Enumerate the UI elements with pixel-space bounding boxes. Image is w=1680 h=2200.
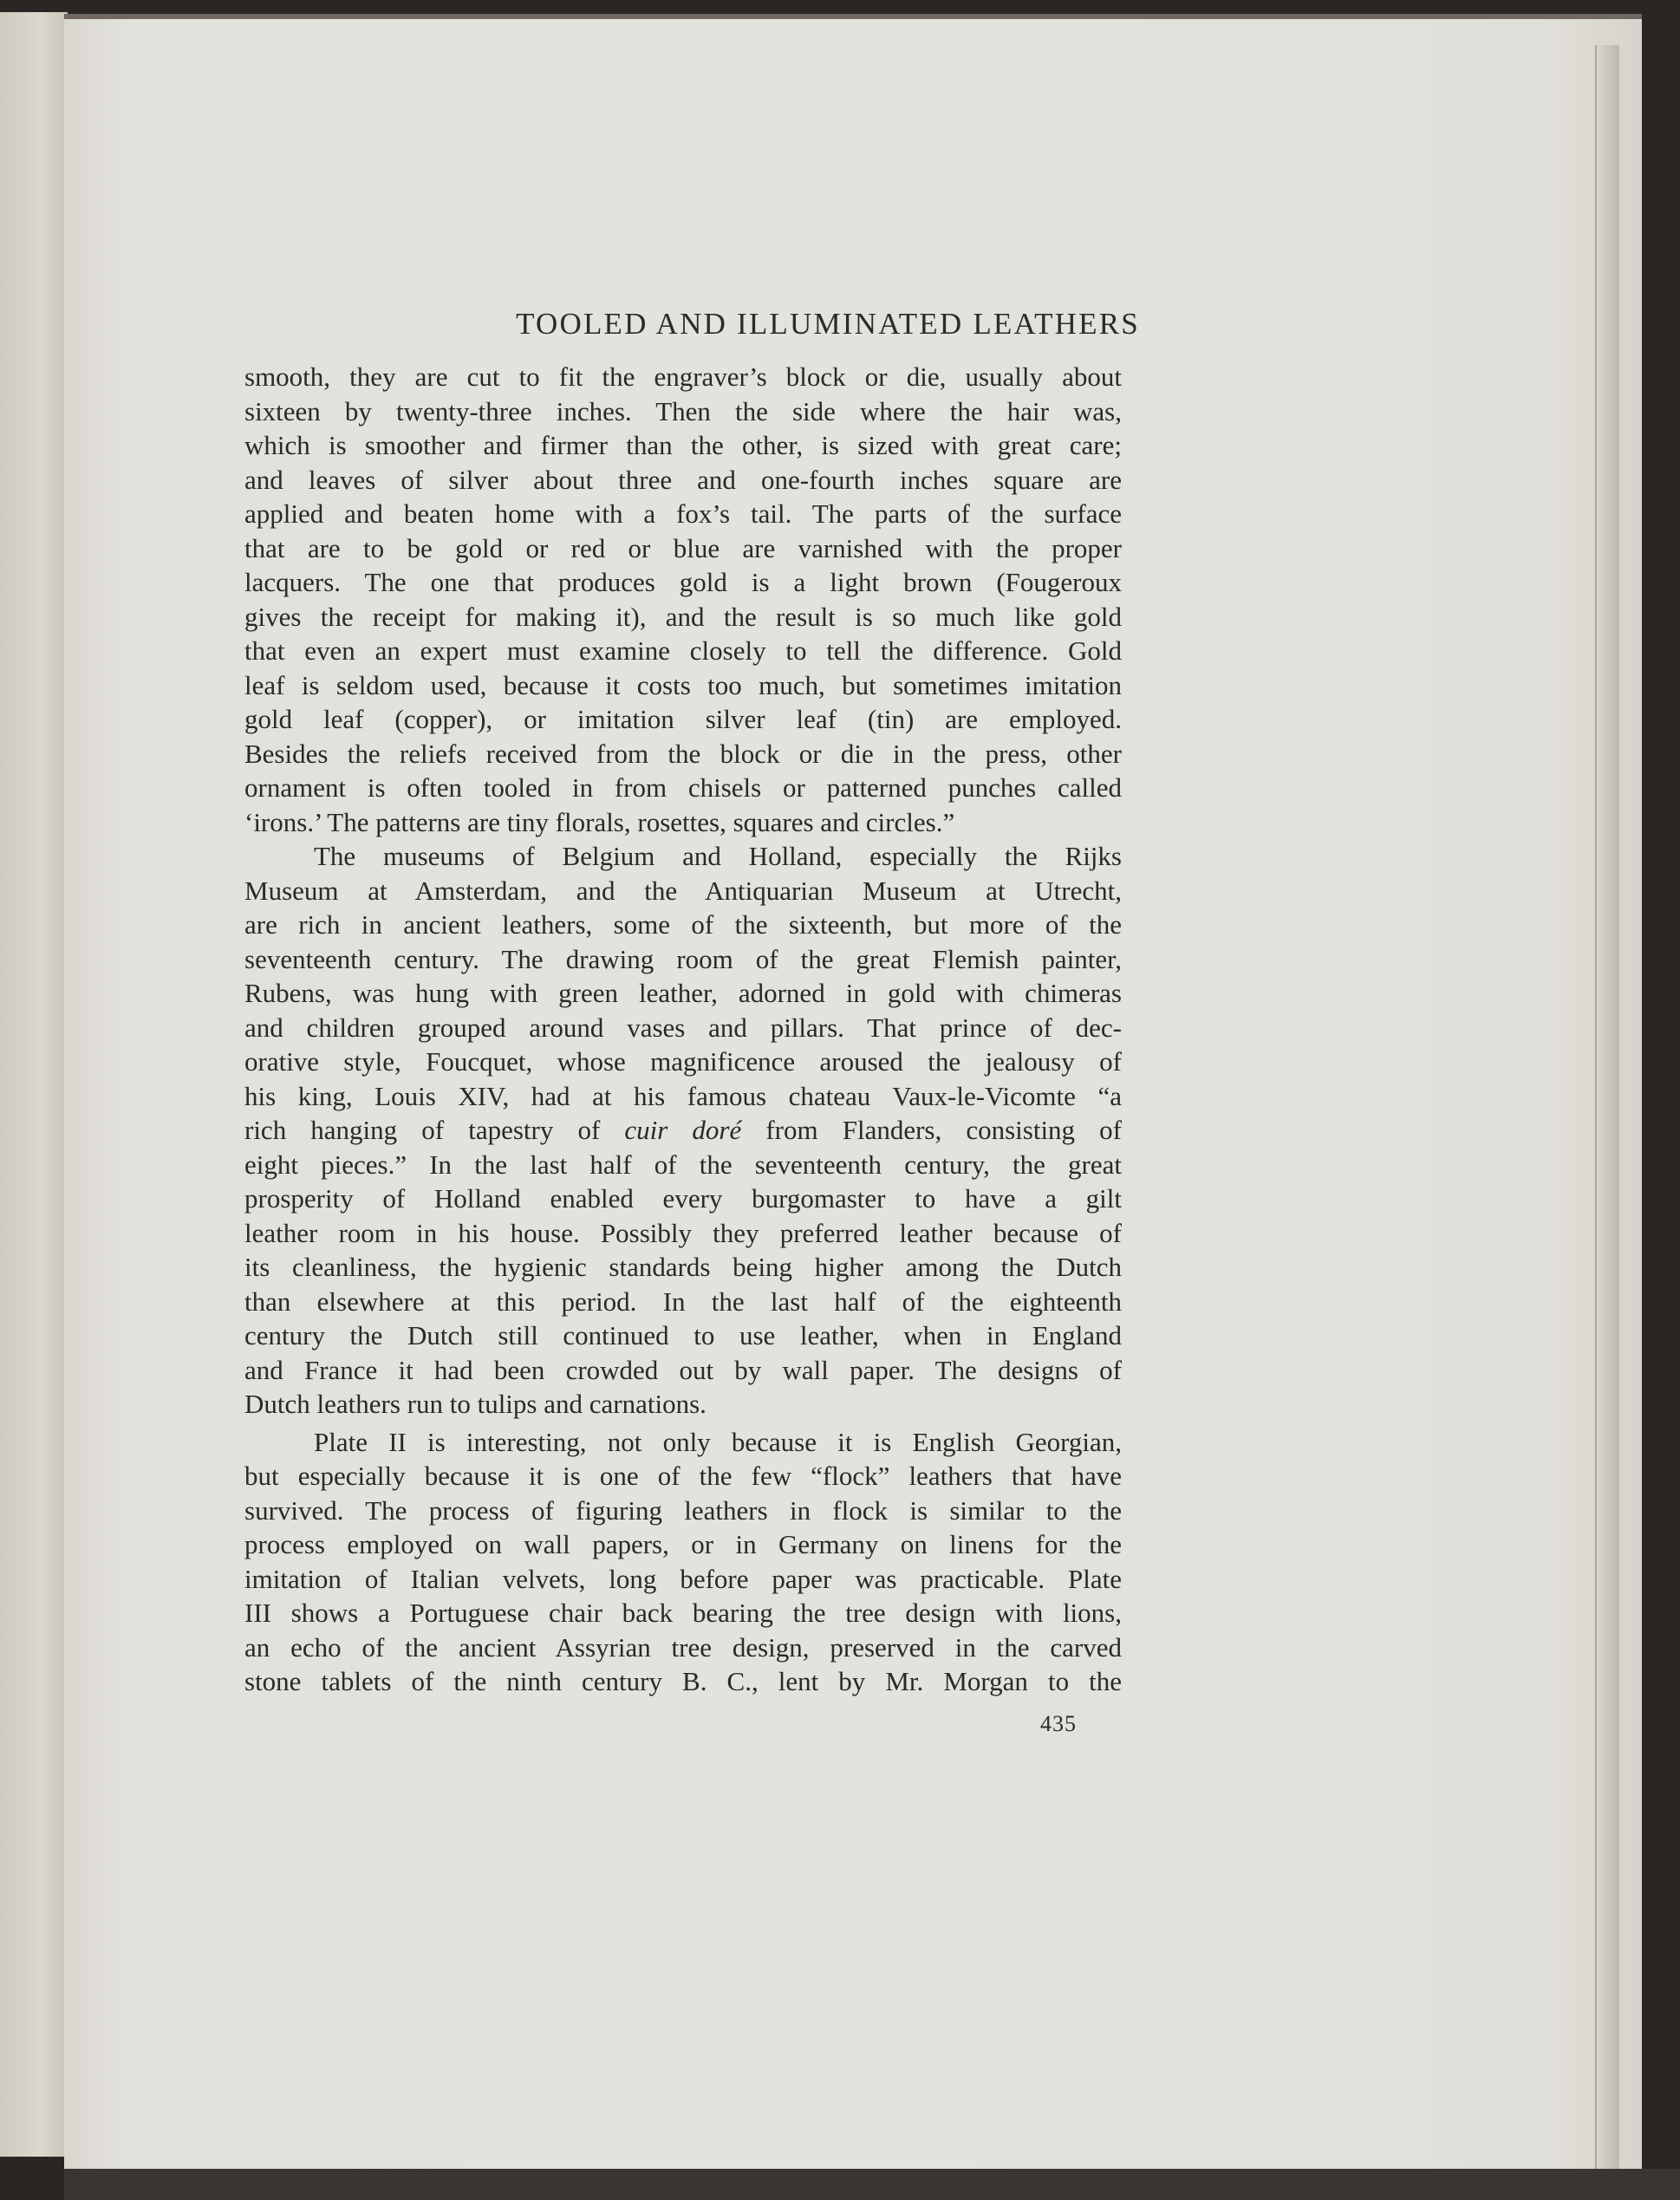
text-line: sixteen by twenty-three inches. Then the side where the hair was, — [244, 395, 1122, 426]
text-line: and leaves of silver about three and one-fourth inches square are — [244, 464, 1122, 495]
text-line: that are to be gold or red or blue are varnished with the proper — [244, 532, 1122, 563]
running-head: TOOLED AND ILLUMINATED LEATHERS — [516, 307, 1140, 341]
facing-page-edge — [0, 12, 68, 2157]
page-number: 435 — [1040, 1711, 1077, 1736]
text-line: The museums of Belgium and Holland, especially the Rijks — [314, 841, 1122, 871]
text-line: stone tablets of the ninth century B. C., lent by Mr. Morgan to the — [244, 1666, 1122, 1696]
text-line: Museum at Amsterdam, and the Antiquarian Museum at Utrecht, — [244, 875, 1122, 906]
text-line: survived. The process of figuring leathers in flock is similar to the — [244, 1494, 1122, 1526]
text-line: century the Dutch still continued to use leather, when in England — [244, 1320, 1122, 1351]
text-line: are rich in ancient leathers, some of the sixteenth, but more of the — [244, 909, 1122, 940]
text-line: process employed on wall papers, or in Germany on linens for the — [244, 1529, 1122, 1559]
text-line: his king, Louis XIV, had at his famous chateau Vaux-le-Vicomte “a — [244, 1080, 1122, 1111]
text-line: and children grouped around vases and pillars. That prince of dec- — [244, 1012, 1122, 1043]
text-line: ‘irons.’ The patterns are tiny florals, rosettes, squares and circles.” — [244, 806, 955, 837]
text-line: applied and beaten home with a fox’s tail. The parts of the surface — [244, 498, 1122, 529]
text-line: ornament is often tooled in from chisels or patterned punches called — [244, 772, 1122, 803]
text-line: gold leaf (copper), or imitation silver leaf (tin) are employed. — [244, 704, 1122, 734]
text-line: seventeenth century. The drawing room of the great Flemish painter, — [244, 943, 1122, 974]
text-line: leather room in his house. Possibly they preferred leather because of — [244, 1217, 1122, 1248]
text-line: its cleanliness, the hygienic standards being higher among the Dutch — [244, 1252, 1122, 1282]
text-line: lacquers. The one that produces gold is a light brown (Fougeroux — [244, 567, 1122, 597]
text-line: and France it had been crowded out by wall paper. The designs of — [244, 1354, 1122, 1385]
text-line: Rubens, was hung with green leather, adorned in gold with chimeras — [244, 978, 1122, 1008]
text-line: Besides the reliefs received from the block or die in the press, other — [244, 738, 1122, 769]
text-line: Plate II is interesting, not only because it is English Georgian, — [314, 1426, 1122, 1457]
scan-background — [64, 2169, 1680, 2200]
text-line: Dutch leathers run to tulips and carnations. — [244, 1389, 707, 1419]
text-line: eight pieces.” In the last half of the seventeenth century, the great — [244, 1149, 1122, 1180]
text-line: gives the receipt for making it), and the result is so much like gold — [244, 601, 1122, 632]
body-text — [244, 360, 1122, 1699]
text-line: but especially because it is one of the few “flock” leathers that have — [244, 1461, 1122, 1491]
text-line: prosperity of Holland enabled every burgomaster to have a gilt — [244, 1183, 1122, 1214]
text-line: leaf is seldom used, because it costs too much, but sometimes imitation — [244, 669, 1122, 700]
page-fore-edge — [1595, 45, 1619, 2186]
text-line: rich hanging of tapestry of cuir doré from Flanders, consisting of — [244, 1115, 1122, 1145]
text-line: smooth, they are cut to fit the engraver’s block or die, usually about — [244, 361, 1122, 392]
text-line: imitation of Italian velvets, long before paper was practicable. Plate — [244, 1563, 1122, 1594]
text-line: III shows a Portuguese chair back bearing the tree design with lions, — [244, 1598, 1122, 1628]
text-line: orative style, Foucquet, whose magnificence aroused the jealousy of — [244, 1046, 1122, 1077]
text-line: an echo of the ancient Assyrian tree design, preserved in the carved — [244, 1631, 1122, 1663]
text-line: that even an expert must examine closely to tell the difference. Gold — [244, 635, 1122, 666]
text-line: than elsewhere at this period. In the last half of the eighteenth — [244, 1286, 1122, 1317]
text-line: which is smoother and firmer than the other, is sized with great care; — [244, 430, 1122, 460]
